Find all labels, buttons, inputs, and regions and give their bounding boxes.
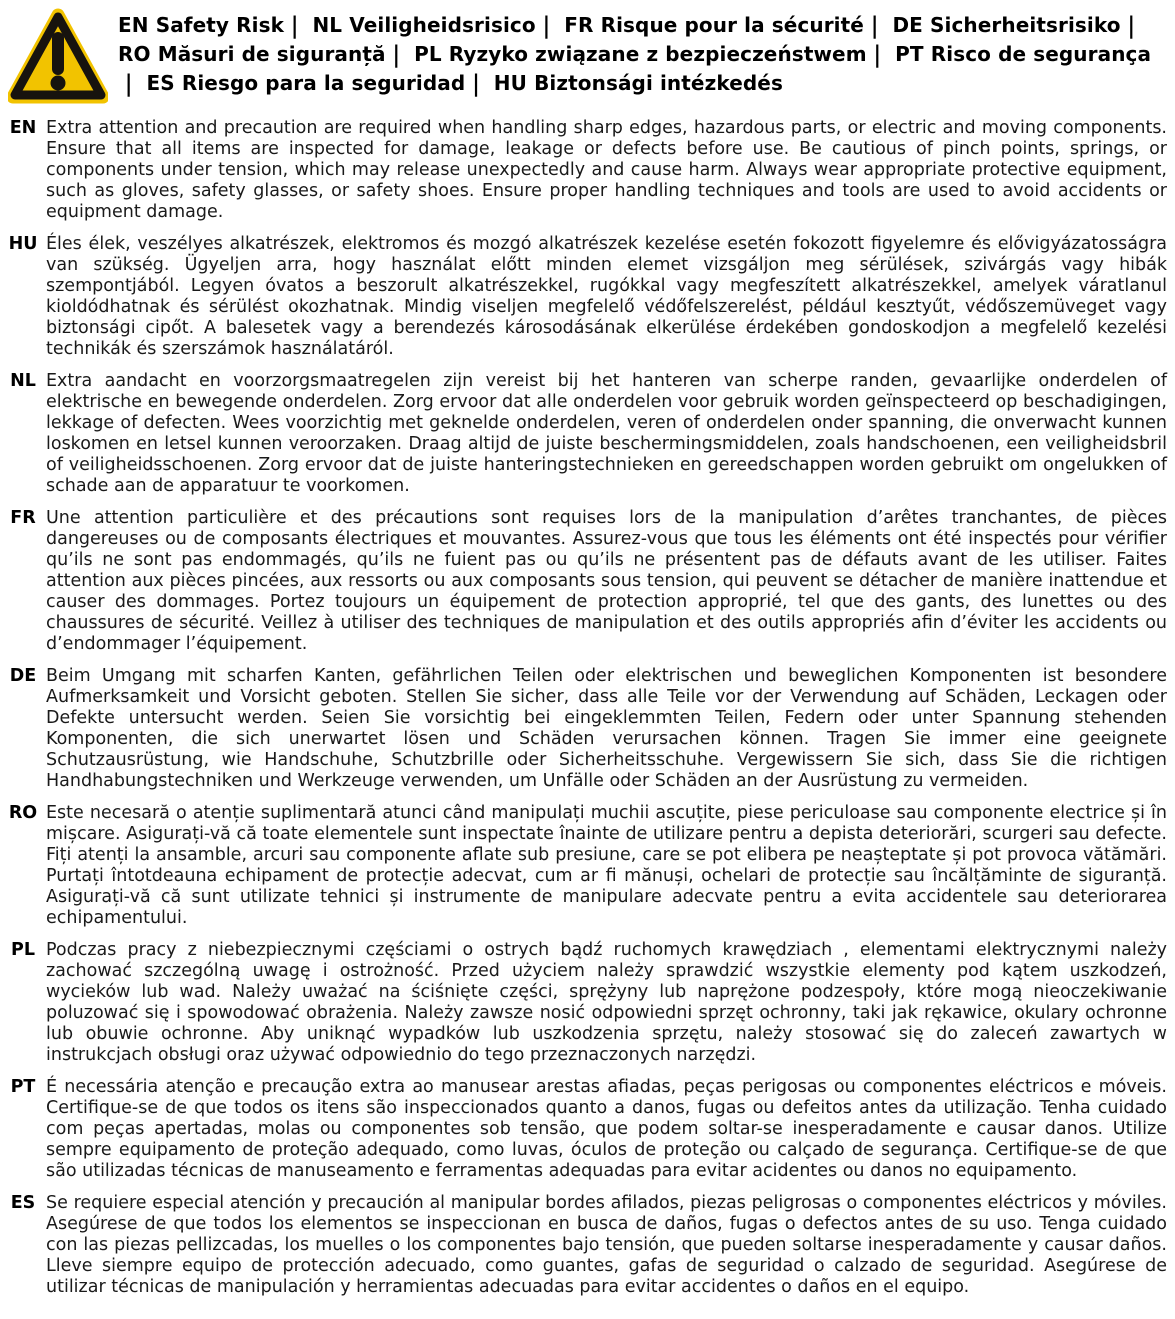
lang-label: Sicherheitsrisiko (929, 13, 1121, 37)
section-es (0, 1193, 1169, 1298)
section-code: PL (11, 940, 35, 960)
lang-code: ES (146, 71, 175, 95)
header-separator: | (1127, 11, 1135, 39)
section-hu (0, 234, 1169, 360)
lang-label: Safety Risk (155, 13, 284, 37)
lang-label: Măsuri de siguranță (157, 42, 386, 66)
warning-triangle-icon (8, 6, 110, 104)
header-lang-fr (564, 13, 864, 37)
header-separator: | (472, 69, 480, 97)
section-nl (0, 371, 1169, 497)
section-text: Este necesară o atenție suplimentară atunci când manipulați muchii ascuțite, piese periculoase sau componente electrice și în mișcare. Asigurați-vă că toate elementele sunt inspectate înainte de utilizare pentru a depista deteriorări, scurgeri sau defecte. Fiți atenți la ansamble, arcuri sau componente aflate sub presiune, care se pot elibera pe neașteptate și pot provoca vătămări. Purtați întotdeauna echipament de protecție adecvat, cum ar fi mănuși, ochelari de protecție sau încălțăminte de siguranță. Asigurați-vă că sunt utilizate tehnici și instrumente de manipulare adecvate pentru a evita accidentele sau deteriorarea echipamentului. (46, 803, 1167, 928)
lang-label: Ryzyko związane z bezpieczeństwem (448, 42, 867, 66)
section-text: Une attention particulière et des précautions sont requises lors de la manipulation d’arêtes tranchantes, de pièces dangereuses ou de composants électriques et mouvantes. Assurez-vous que tous les éléments ont été inspectés pour vérifier qu’ils ne sont pas endommagés, qu’ils ne fuient pas ou qu’ils ne présentent pas de défauts avant de les utiliser. Faites attention aux pièces pincées, aux ressorts ou aux composants sous tension, qui peuvent se détacher de manière inattendue et causer des dommages. Portez toujours un équipement de protection approprié, tel que des gants, des lunettes ou des chaussures de sécurité. Veillez à utiliser des techniques de manipulation et des outils appropriés afin d’éviter les accidents ou d’endommager l’équipement. (46, 508, 1167, 654)
section-text: É necessária atenção e precaução extra ao manusear arestas afiadas, peças perigosas ou componentes eléctricos e móveis. Certifique-se de que todos os itens são inspeccionados quanto a danos, fugas ou defeitos antes da utilização. Tenha cuidado com peças apertadas, molas ou componentes sob tensão, que podem soltar-se inesperadamente e causar danos. Utilize sempre equipamento de proteção adequado, como luvas, óculos de proteção ou calçado de segurança. Certifique-se de que são utilizadas técnicas de manuseamento e ferramentas adequadas para evitar acidentes ou danos no equipamento. (46, 1077, 1167, 1181)
lang-label: Risco de segurança (930, 42, 1152, 66)
header-lang-es (146, 71, 465, 95)
section-fr (0, 508, 1169, 655)
sections-list (0, 104, 1175, 1298)
header-lang-ro (118, 42, 386, 66)
section-text: Extra aandacht en voorzorgsmaatregelen zijn vereist bij het hanteren van scherpe randen, gevaarlijke onderdelen of elektrische en bewegende onderdelen. Zorg ervoor dat alle onderdelen voor gebruik worden geïnspecteerd op beschadigingen, lekkage of defecten. Wees voorzichtig met geknelde onderdelen, veren of onderdelen onder spanning, die onverwacht kunnen loskomen en letsel kunnen veroorzaken. Draag altijd de juiste beschermingsmiddelen, zoals handschoenen, een veiligheidsbril of veiligheidsschoenen. Zorg ervoor dat de juiste hanteringstechnieken en gereedschappen worden gebruikt om ongelukken of schade aan de apparatuur te voorkomen. (46, 371, 1167, 496)
lang-label: Veiligheidsrisico (349, 13, 536, 37)
lang-code: HU (493, 71, 527, 95)
lang-code: FR (564, 13, 594, 37)
section-text: Podczas pracy z niebezpiecznymi częściami o ostrych bądź ruchomych krawędziach , elementami elektrycznymi należy zachować szczególną uwagę i ostrożność. Przed użyciem należy sprawdzić wszystkie elementy pod kątem uszkodzeń, wycieków lub wad. Należy uważać na ściśnięte części, sprężyny lub naprężone podzespoły, które mogą nieoczekiwanie poluzować się i spowodować obrażenia. Należy zawsze nosić odpowiedni sprzęt ochronny, taki jak rękawice, okulary ochronne lub obuwie ochronne. Aby uniknąć wypadków lub uszkodzenia sprzętu, należy stosować się do zaleceń zawartych w instrukcjach obsługi oraz używać odpowiednio do tego przeznaczonych narzędzi. (46, 940, 1167, 1065)
header-lang-nl (312, 13, 535, 37)
document-header (0, 0, 1175, 104)
section-code: ES (10, 1193, 36, 1213)
section-text: Éles élek, veszélyes alkatrészek, elektromos és mozgó alkatrészek kezelése esetén fokozott figyelemre és elővigyázatosságra van szükség. Ügyeljen arra, hogy használat előtt minden elemet vizsgáljon meg sérülések, szivárgás vagy hibák szempontjából. Legyen óvatos a beszorult alkatrészekkel, rugókkal vagy megfeszített alkatrészekkel, amelyek váratlanul kioldódhatnak és sérülést okozhatnak. Mindig viseljen megfelelő védőfelszerelést, például kesztyűt, védőszemüveget vagy biztonsági cipőt. A balesetek vagy a berendezés károsodásának elkerülése érdekében gondoskodjon a megfelelő kezelési technikák és szerszámok használatáról. (46, 234, 1167, 359)
lang-code: EN (118, 13, 149, 37)
header-separator: | (873, 40, 882, 68)
section-text: Extra attention and precaution are required when handling sharp edges, hazardous parts, or electric and moving components. Ensure that all items are inspected for damage, leakage or defects before use. Be cautious of pinch points, springs, or components under tension, which may release unexpectedly and cause harm. Always wear appropriate protective equipment, such as gloves, safety glasses, or safety shoes. Ensure proper handling techniques and tools are used to avoid accidents or equipment damage. (46, 118, 1167, 222)
section-text: Se requiere especial atención y precaución al manipular bordes afilados, piezas peligrosas o componentes eléctricos y móviles. Asegúrese de que todos los elementos se inspeccionan en busca de daños, fugas o defectos antes de su uso. Tenga cuidado con las piezas pellizcadas, los muelles o los componentes bajo tensión, que pueden soltarse inesperadamente y causar daños. Lleve siempre equipo de protección adecuado, como guantes, gafas de seguridad o calzado de seguridad. Asegúrese de utilizar técnicas de manipulación y herramientas adecuadas para evitar accidentes o daños en el equipo. (46, 1193, 1167, 1297)
section-ro (0, 803, 1169, 929)
header-lang-pl (414, 42, 867, 66)
section-code: FR (10, 508, 36, 528)
lang-code: PL (414, 42, 442, 66)
lang-code: PT (895, 42, 924, 66)
lang-code: DE (892, 13, 923, 37)
header-separator: | (290, 11, 299, 39)
section-text: Beim Umgang mit scharfen Kanten, gefährlichen Teilen oder elektrischen und beweglichen Komponenten ist besondere Aufmerksamkeit und Vorsicht geboten. Stellen Sie sicher, dass alle Teile vor der Verwendung auf Schäden, Leckagen oder Defekte untersucht werden. Seien Sie vorsichtig bei eingeklemmten Teilen, Federn oder unter Spannung stehenden Komponenten, die sich unerwartet lösen und Schäden verursachen können. Tragen Sie immer eine geeignete Schutzausrüstung, wie Handschuhe, Schutzbrille oder Sicherheitsschuhe. Vergewissern Sie sich, dass Sie die richtigen Handhabungstechniken und Werkzeuge verwenden, um Unfälle oder Schäden an der Ausrüstung zu vermeiden. (46, 666, 1167, 791)
header-separator: | (125, 69, 133, 97)
section-en (0, 118, 1169, 223)
header-separator: | (542, 11, 551, 39)
section-code: NL (10, 371, 36, 391)
section-code: DE (9, 666, 37, 686)
header-lang-de (892, 13, 1120, 37)
section-code: HU (8, 234, 38, 254)
header-separator: | (392, 40, 401, 68)
section-pt (0, 1077, 1169, 1182)
lang-code: NL (312, 13, 343, 37)
header-lang-en (118, 13, 284, 37)
section-code: RO (8, 803, 38, 823)
lang-label: Riesgo para la seguridad (181, 71, 466, 95)
section-pl (0, 940, 1169, 1066)
header-separator: | (870, 11, 879, 39)
section-de (0, 666, 1169, 792)
header-lang-hu (494, 71, 783, 95)
header-lang-pt (895, 42, 1151, 66)
lang-label: Risque pour la sécurité (600, 13, 864, 37)
header-language-list (110, 6, 1169, 98)
section-code: EN (9, 118, 37, 138)
lang-code: RO (118, 42, 151, 66)
section-code: PT (10, 1077, 36, 1097)
lang-label: Biztonsági intézkedés (534, 71, 783, 95)
